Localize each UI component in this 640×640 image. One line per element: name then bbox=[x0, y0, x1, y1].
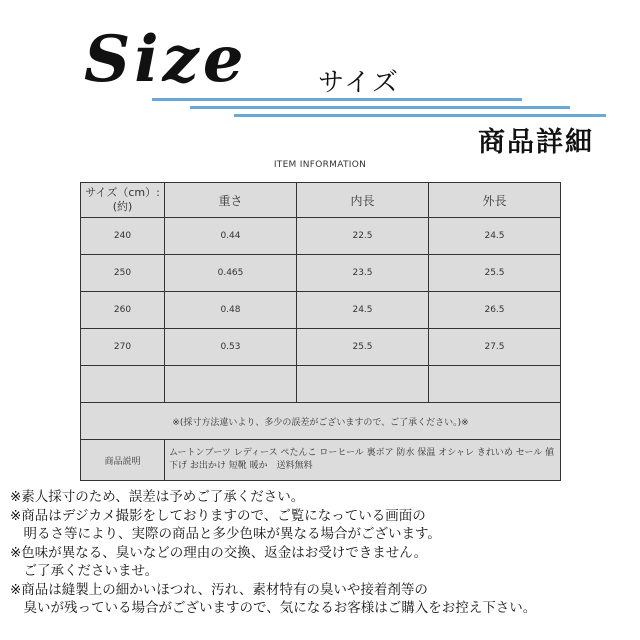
decorative-line bbox=[152, 98, 522, 101]
note-line: ご了承くださいませ。 bbox=[10, 563, 159, 579]
description-text: ムートンブーツ レディース ぺたんこ ローヒール 裏ボア 防水 保温 オシャレ きれいめ セール 値下げ お出かけ 短靴 暖か 送料無料 bbox=[165, 440, 561, 481]
description-row bbox=[81, 440, 561, 481]
size-heading-kana: サイズ bbox=[318, 68, 400, 98]
table-cell: 0.48 bbox=[165, 292, 297, 329]
table-cell: 22.5 bbox=[297, 218, 429, 255]
size-logo: Size bbox=[84, 22, 248, 97]
table-cell: 270 bbox=[81, 329, 165, 366]
note-line: ※素人採寸のため、誤差は予めご了承ください。 bbox=[10, 489, 305, 505]
note-line: ※商品はデジカメ撮影をしておりますので、ご覧になっている画面の bbox=[10, 507, 426, 524]
table-row bbox=[81, 329, 561, 366]
table-header-row bbox=[81, 183, 561, 218]
item-information-label: ITEM INFORMATION bbox=[273, 160, 367, 170]
column-header-inner-length: 内長 bbox=[297, 183, 429, 218]
table-cell: 0.53 bbox=[165, 329, 297, 366]
column-header-weight: 重さ bbox=[165, 183, 297, 218]
product-detail-title: 商品詳細 bbox=[478, 127, 594, 158]
measurement-note: ※(採寸方法違いより、多少の誤差がございますので、ご了承ください。)※ bbox=[81, 403, 561, 440]
table-cell bbox=[81, 366, 165, 403]
table-cell: 27.5 bbox=[429, 329, 561, 366]
description-label: 商品説明 bbox=[81, 440, 165, 481]
table-cell: 250 bbox=[81, 255, 165, 292]
table-cell bbox=[297, 366, 429, 403]
table-cell: 0.465 bbox=[165, 255, 297, 292]
decorative-line bbox=[190, 106, 570, 109]
table-cell: 0.44 bbox=[165, 218, 297, 255]
table-row-empty bbox=[81, 366, 561, 403]
table-cell: 260 bbox=[81, 292, 165, 329]
table-cell: 26.5 bbox=[429, 292, 561, 329]
notes-block bbox=[10, 488, 635, 618]
column-header-outer-length: 外長 bbox=[429, 183, 561, 218]
table-note-row bbox=[81, 403, 561, 440]
table-cell: 24.5 bbox=[429, 218, 561, 255]
table-cell bbox=[165, 366, 297, 403]
note-line: 臭いが残っている場合がございますので、気になるお客様はご購入をお控え下さい。 bbox=[10, 600, 537, 616]
table-cell: 240 bbox=[81, 218, 165, 255]
table-cell: 25.5 bbox=[429, 255, 561, 292]
note-line: 明るさ等により、実際の商品と多少色味が異なる場合がございます。 bbox=[10, 526, 441, 542]
table-cell bbox=[429, 366, 561, 403]
decorative-line bbox=[234, 114, 606, 117]
column-header-size: サイズ（cm）:(約) bbox=[81, 183, 165, 218]
note-line: ※商品は縫製上の細かいほつれ、汚れ、素材特有の臭いや接着剤等の bbox=[10, 581, 428, 598]
table-row bbox=[81, 255, 561, 292]
table-cell: 24.5 bbox=[297, 292, 429, 329]
table-cell: 23.5 bbox=[297, 255, 429, 292]
table-row bbox=[81, 292, 561, 329]
note-line: ※色味が異なる、臭いなどの理由の交換、返金はお受けできません。 bbox=[10, 544, 428, 561]
table-row bbox=[81, 218, 561, 255]
table-cell: 25.5 bbox=[297, 329, 429, 366]
size-table bbox=[80, 182, 561, 481]
